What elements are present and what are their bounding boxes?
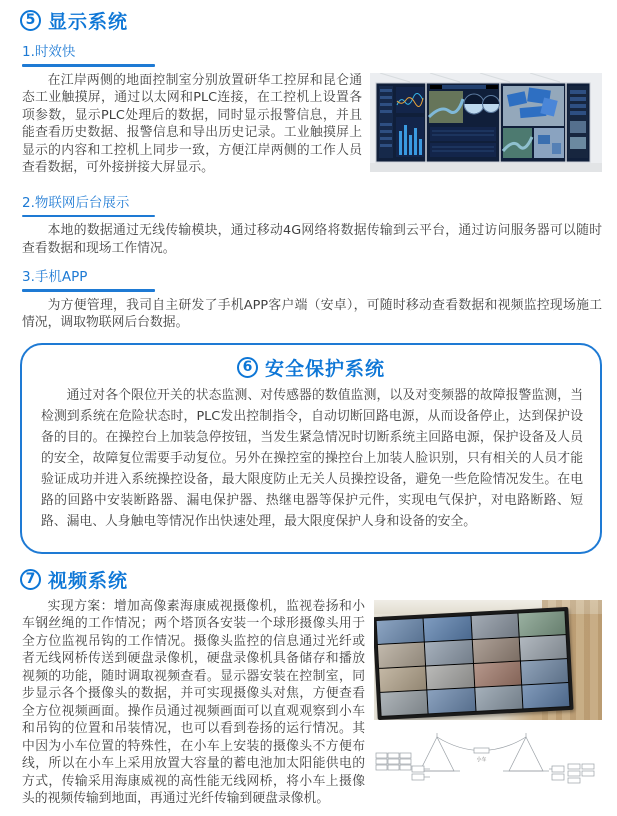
cctv-feed-cell — [380, 690, 427, 715]
section5-title: 显示系统 — [48, 11, 129, 33]
subsection-2-label: 2.物联网后台展示 — [22, 194, 130, 211]
subsection-3-rule — [22, 289, 155, 292]
subsection-1-heading — [22, 40, 602, 67]
cctv-feed-cell — [377, 618, 424, 643]
subsection-2-heading — [22, 191, 602, 218]
subsection-2-rule — [22, 215, 155, 218]
cctv-feed-cell — [428, 687, 475, 712]
diagram-right-labels — [549, 764, 594, 783]
section6-number-badge: 6 — [237, 357, 258, 378]
subsection-3-label: 3.手机APP — [22, 269, 88, 285]
monitor-frame — [374, 606, 574, 719]
cctv-feed-cell — [474, 661, 521, 686]
cctv-feed-cell — [424, 616, 471, 641]
subsection-1-label: 1.时效快 — [22, 44, 76, 60]
subsection-1-paragraph: 在江岸两侧的地面控制室分别放置研华工控屏和昆仑通态工业触摸屏，通过以太网和PLC连接，在工控机上设置各项参数，显示PLC处理后的数据，同时显示报警信息，并且能查看历史数据、报警信息和导出历史记录。工业触摸屏上显示的内容和工控机上同步一致，方便江岸两侧的工作人员查看数据，可外接拼接大屏显示。 — [22, 72, 362, 175]
cctv-feed-cell — [522, 683, 569, 708]
cable-crane-diagram — [374, 731, 596, 797]
video-wall-art — [370, 73, 602, 172]
section7-paragraph: 实现方案：增加高像素海康威视摄像机，监视卷扬和小车钢丝绳的工作情况；两个塔顶各安装一个球形摄像头用于全方位监视吊钩的工作情况。摄像头监控的信息通过光纤或者无线网桥传送到硬盘录像机，硬盘录像机具备储存和播放视频的功能，随时调取视频查看。显示器安装在控制室，同步显示各个摄像头的数据，并可实现摄像头对焦，方便查看全方位视频画面。操作员通过视频画面可以直观观察到小车和吊钩的位置和吊装情况，也可以看到卷扬的运行情况。其中因为小车位置的特殊性，在小车上安装的摄像头不方便布线，所以在小车上采用放置大容量的蓄电池加太阳能供电的方式，传输采用海康威视的高性能无线网桥，将小车上摄像头的视频传输到地面，再通过光纤传输到硬盘录像机。 — [22, 598, 365, 806]
subsection-1-rule — [22, 64, 155, 67]
diagram-left-labels — [376, 753, 430, 780]
cctv-grid-monitor-photo — [374, 600, 602, 720]
cctv-feed-cell — [475, 685, 522, 710]
section7-block — [20, 598, 602, 816]
cctv-feed-cell — [518, 611, 565, 636]
cctv-feed-cell — [425, 640, 472, 665]
section6-box — [20, 343, 602, 554]
section6-title: 安全保护系统 — [264, 357, 385, 380]
section6-paragraph: 通过对各个限位开关的状态监测、对传感器的数值监测，以及对变频器的故障报警监测，当检测到系统在危险状态时，PLC发出控制指令，自动切断回路电源，从而设备停止，达到保护设备的目的。在操控台上加装急停按钮，当发生紧急情况时切断系统主回路电源，保护设备及人员的安全，故障复位需要手动复位。另外在操控室的操控台上加装人脸识别，只有相关的人员才能验证成功并进入系统操控设备，最大限度防止无关人员操控设备，避免一些危险情况发生。在电路的回路中安装断路器、漏电保护器、热继电器等保护元件，实现电气保护，对电路断路、短路、漏电、人身触电等情况作出快速处理，最大限度保护人身和设备的安全。 — [41, 387, 583, 529]
section7-title: 视频系统 — [48, 569, 129, 592]
subsection-1-block — [20, 72, 602, 185]
cctv-feed-cell — [379, 666, 426, 691]
cctv-feed-cell — [378, 642, 425, 667]
section5-heading — [20, 7, 602, 34]
diagram-trolley-label: 小车 — [476, 756, 487, 763]
section7-number-badge: 7 — [20, 569, 41, 590]
control-room-video-wall-photo — [370, 73, 602, 172]
subsection-3-heading — [22, 265, 602, 292]
cctv-feed-cell — [472, 637, 519, 662]
cctv-feed-cell — [426, 664, 473, 689]
cctv-feed-cell — [521, 659, 568, 684]
section7-heading — [20, 566, 602, 593]
subsection-3-paragraph: 为方便管理，我司自主研发了手机APP客户端（安卓），可随时移动查看数据和视频监控现场施工情况，调取物联网后台数据。 — [22, 297, 602, 330]
section6-heading — [39, 354, 583, 381]
cctv-grid — [377, 611, 570, 716]
section5-number-badge: 5 — [20, 10, 41, 31]
cctv-feed-cell — [471, 613, 518, 638]
cctv-feed-cell — [519, 635, 566, 660]
section7-figures — [374, 600, 602, 801]
subsection-2-paragraph: 本地的数据通过无线传输模块，通过移动4G网络将数据传输到云平台，通过访问服务器可以随时查看数据和现场工作情况。 — [22, 223, 602, 256]
